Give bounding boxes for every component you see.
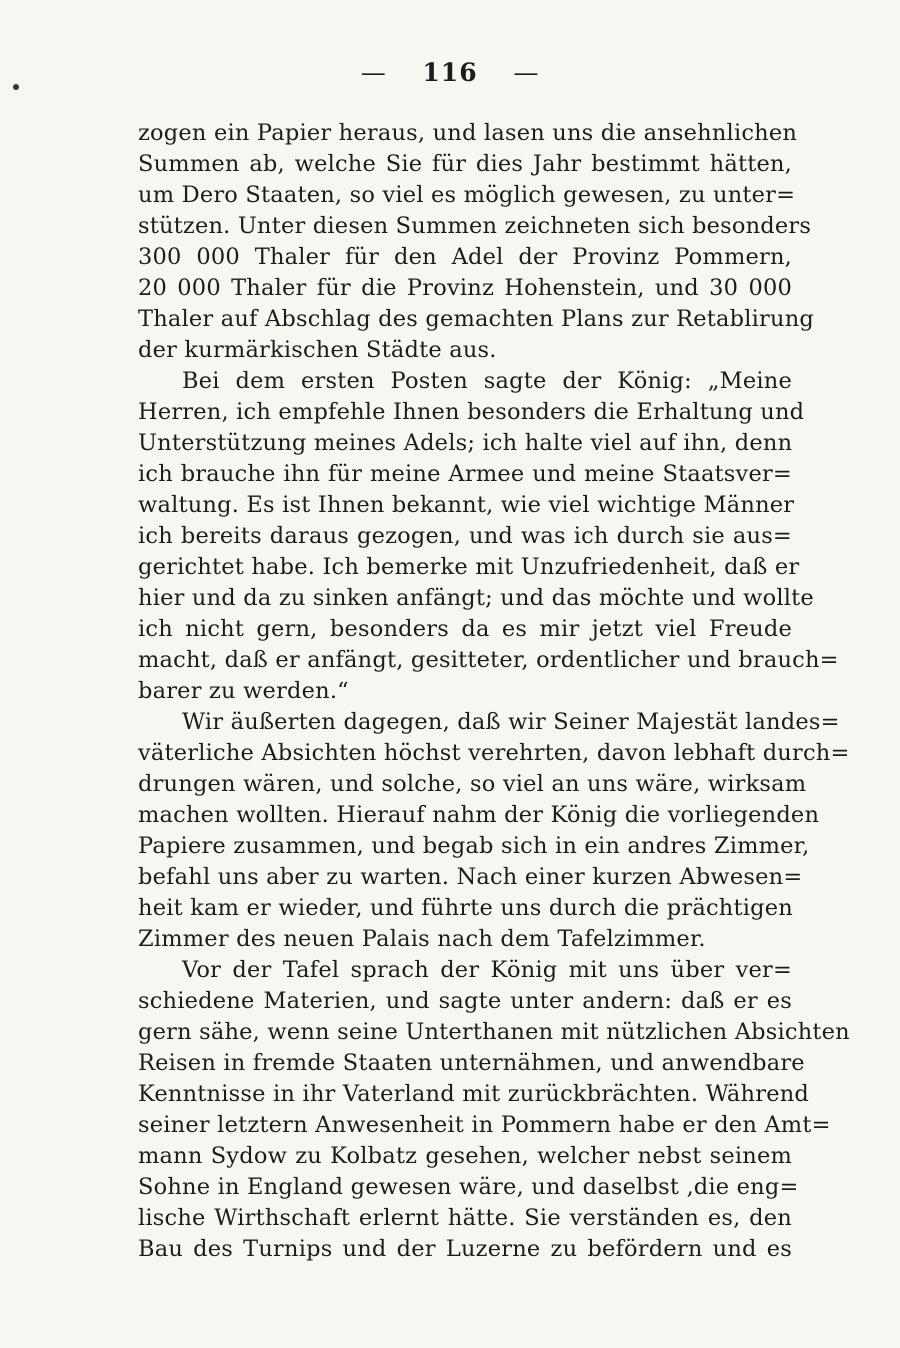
page-header	[0, 58, 900, 87]
text-line: drungen wären, und solche, so viel an uns wäre, wirksam	[138, 771, 807, 797]
text-line: Bei dem ersten Posten sagte der König: „Meine	[182, 368, 792, 394]
text-line: barer zu werden.“	[138, 678, 349, 704]
text-line: waltung. Es ist Ihnen bekannt, wie viel wichtige Männer	[138, 492, 795, 518]
text-line: schiedene Materien, und sagte unter andern: daß er es	[138, 988, 792, 1014]
text-line: hier und da zu sinken anfängt; und das möchte und wollte	[138, 585, 814, 611]
text-line: Unterstützung meines Adels; ich halte viel auf ihn, denn	[138, 430, 793, 456]
text-line: mann Sydow zu Kolbatz gesehen, welcher nebst seinem	[138, 1143, 792, 1169]
text-line: ich brauche ihn für meine Armee und meine Staatsver=	[138, 461, 792, 487]
text-line: zogen ein Papier heraus, und lasen uns die ansehnlichen	[138, 120, 798, 146]
text-line: Vor der Tafel sprach der König mit uns über ver=	[182, 957, 792, 983]
text-line: um Dero Staaten, so viel es möglich gewesen, zu unter=	[138, 182, 796, 208]
text-line: Sohne in England gewesen wäre, und daselbst ‚die eng=	[138, 1174, 799, 1200]
header-dash-left: —	[360, 58, 387, 87]
text-line: macht, daß er anfängt, gesitteter, ordentlicher und brauch=	[138, 647, 839, 673]
text-line: 20 000 Thaler für die Provinz Hohenstein, und 30 000	[138, 275, 792, 301]
text-line: 300 000 Thaler für den Adel der Provinz Pommern,	[138, 244, 792, 270]
text-line: Bau des Turnips und der Luzerne zu befördern und es	[138, 1236, 792, 1262]
page-number: 116	[422, 58, 478, 87]
text-line: machen wollten. Hierauf nahm der König die vorliegenden	[138, 802, 820, 828]
text-line: befahl uns aber zu warten. Nach einer kurzen Abwesen=	[138, 864, 803, 890]
text-line: gern sähe, wenn seine Unterthanen mit nützlichen Absichten	[138, 1019, 850, 1045]
text-line: lische Wirthschaft erlernt hätte. Sie verständen es, den	[138, 1205, 792, 1231]
text-line: ich bereits daraus gezogen, und was ich durch sie aus=	[138, 523, 792, 549]
text-line: Zimmer des neuen Palais nach dem Tafelzimmer.	[138, 926, 706, 952]
header-dash-right: —	[513, 58, 540, 87]
text-line: heit kam er wieder, und führte uns durch die prächtigen	[138, 895, 793, 921]
text-line: Reisen in fremde Staaten unternähmen, und anwendbare	[138, 1050, 805, 1076]
text-line: Thaler auf Abschlag des gemachten Plans zur Retablirung	[138, 306, 814, 332]
text-line: Herren, ich empfehle Ihnen besonders die Erhaltung und	[138, 399, 805, 425]
text-line: Summen ab, welche Sie für dies Jahr bestimmt hätten,	[138, 151, 792, 177]
text-line: ich nicht gern, besonders da es mir jetzt viel Freude	[138, 616, 792, 642]
text-line: Wir äußerten dagegen, daß wir Seiner Majestät landes=	[182, 709, 840, 735]
text-line: gerichtet habe. Ich bemerke mit Unzufriedenheit, daß er	[138, 554, 800, 580]
text-line: der kurmärkischen Städte aus.	[138, 337, 497, 363]
text-line: Papiere zusammen, und begab sich in ein andres Zimmer,	[138, 833, 810, 859]
text-line: stützen. Unter diesen Summen zeichneten sich besonders	[138, 213, 812, 239]
text-line: väterliche Absichten höchst verehrten, davon lebhaft durch=	[138, 740, 850, 766]
body-text	[138, 118, 850, 1265]
text-line: seiner letztern Anwesenheit in Pommern habe er den Amt=	[138, 1112, 831, 1138]
text-line: Kenntnisse in ihr Vaterland mit zurückbrächten. Während	[138, 1081, 810, 1107]
